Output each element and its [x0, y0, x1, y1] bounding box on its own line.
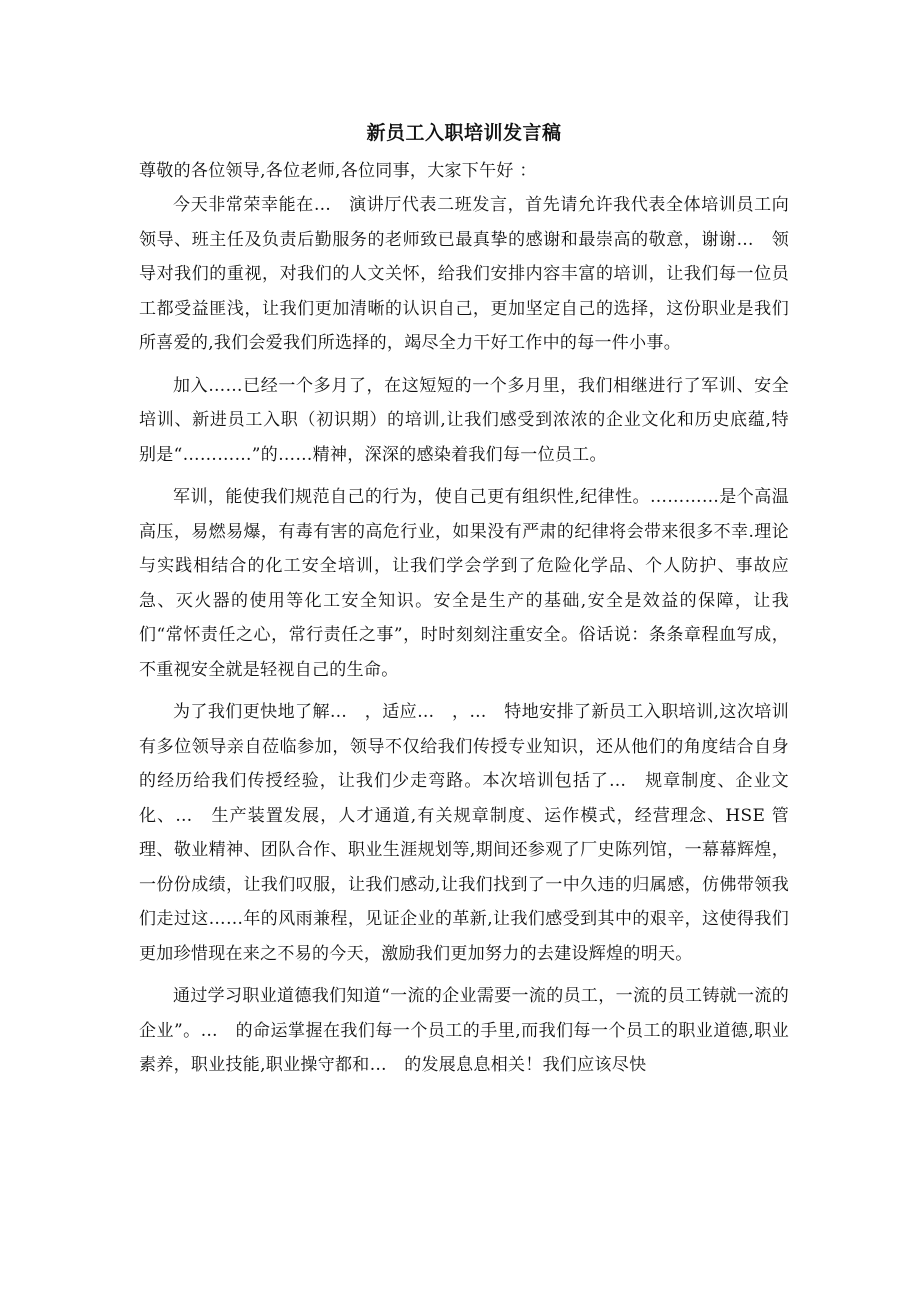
paragraph: 军训，能使我们规范自己的行为，使自己更有组织性,纪律性。…………是个高温高压，易燃易爆，有毒有害的高危行业，如果没有严肃的纪律将会带来很多不幸.理论与实践相结合的化工安全培训，让我们学会学到了危险化学品、个人防护、事故应急、灭火器的使用等化工安全知识。安全是生产的基础,安全是效益的保障，让我们“常怀责任之心，常行责任之事”，时时刻刻注重安全。俗话说：条条章程血写成，不重视安全就是轻视自己的生命。	[139, 487, 789, 680]
document-title: 新员工入职培训发言稿	[366, 122, 562, 144]
paragraph: 今天非常荣幸能在… 演讲厅代表二班发言，首先请允许我代表全体培训员工向领导、班主任及负责后勤服务的老师致已最真挚的感谢和最崇高的敬意，谢谢… 领导对我们的重视，对我们的人文关怀，给我们安排内容丰富的培训，让我们每一位员工都受益匪浅，让我们更加清晰的认识自己，更加坚定自己的选择，这份职业是我们所喜爱的,我们会爱我们所选择的，竭尽全力干好工作中的每一件小事。	[139, 195, 789, 353]
document-page	[139, 118, 789, 1091]
paragraph: 通过学习职业道德我们知道“一流的企业需要一流的员工，一流的员工铸就一流的企业”。… 的命运掌握在我们每一个员工的手里,而我们每一个员工的职业道德,职业素养，职业技能,职业操守都和… 的发展息息相关！我们应该尽快	[139, 986, 789, 1075]
paragraph: 为了我们更快地了解… ，适应… ，… 特地安排了新员工入职培训,这次培训有多位领导亲自莅临参加，领导不仅给我们传授专业知识，还从他们的角度结合自身的经历给我们传授经验，让我们少走弯路。本次培训包括了… 规章制度、企业文化、… 生产装置发展，人才通道,有关规章制度、运作模式，经营理念、HSE 管理、敬业精神、团队合作、职业生涯规划等,期间还参观了厂史陈列馆，一幕幕辉煌，一份份成绩，让我们叹服，让我们感动,让我们找到了一中久违的归属感，仿佛带领我们走过这……年的风雨兼程，见证企业的革新,让我们感受到其中的艰辛，这使得我们更加珍惜现在来之不易的今天，激励我们更加努力的去建设辉煌的明天。	[139, 702, 789, 964]
paragraph: 加入……已经一个多月了，在这短短的一个多月里，我们相继进行了军训、安全培训、新进员工入职（初识期）的培训,让我们感受到浓浓的企业文化和历史底蕴,特别是“…………”的……精神，深深的感染着我们每一位员工。	[139, 375, 789, 465]
salutation: 尊敬的各位领导,各位老师,各位同事，大家下午好 ：	[139, 161, 537, 181]
